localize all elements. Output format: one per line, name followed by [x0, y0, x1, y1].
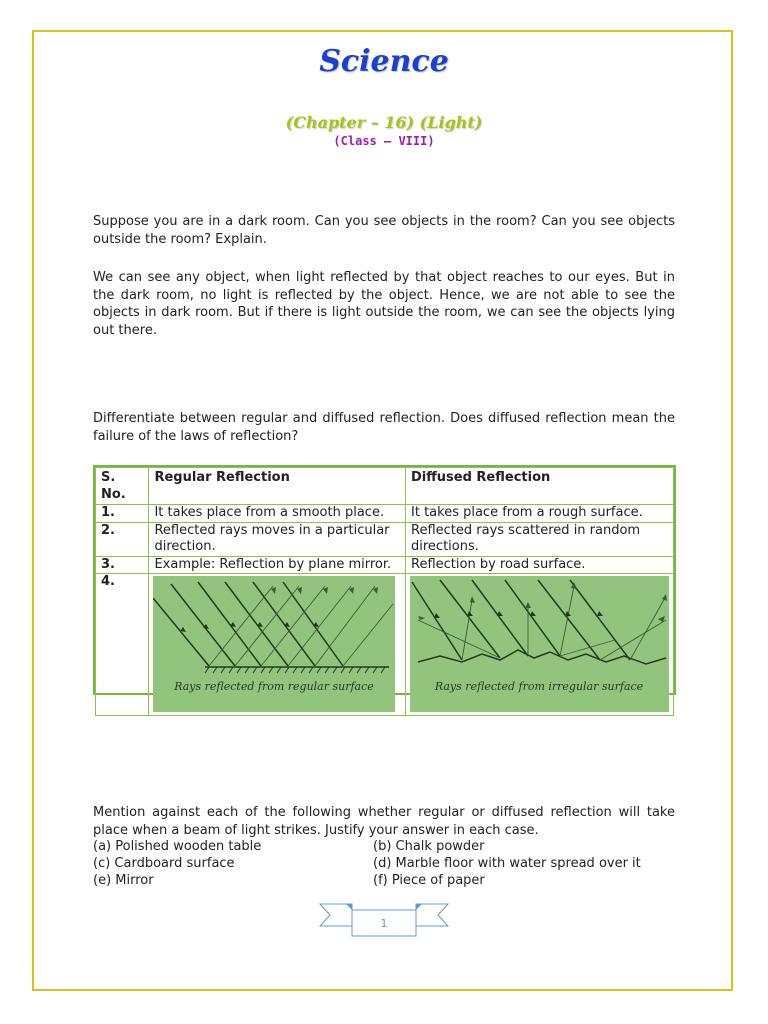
- option-b: (b) Chalk powder: [373, 839, 485, 854]
- option-a: (a) Polished wooden table: [93, 839, 262, 854]
- option-e: (e) Mirror: [93, 873, 154, 888]
- table-cell: 3.: [96, 556, 149, 574]
- page-title: Science: [319, 44, 449, 79]
- reflection-comparison-table: [93, 465, 676, 695]
- question-1: Suppose you are in a dark room. Can you see objects in the room? Can you see objects outside the room? Explain.: [93, 214, 675, 247]
- table-header: Regular Reflection: [149, 468, 406, 505]
- table-cell: It takes place from a rough surface.: [406, 505, 674, 523]
- irregular-diagram-caption: Rays reflected from irregular surface: [434, 680, 644, 693]
- table-cell: Reflected rays scattered in random directions.: [406, 522, 674, 556]
- page-number: 1: [380, 917, 388, 930]
- table-cell: Example: Reflection by plane mirror.: [149, 556, 406, 574]
- table-row: [96, 574, 674, 716]
- table-cell: Reflected rays moves in a particular direction.: [149, 522, 406, 556]
- option-c: (c) Cardboard surface: [93, 856, 235, 871]
- class-label: (Class – VIII): [333, 134, 435, 148]
- table-row: [96, 522, 674, 556]
- list-item: [93, 872, 675, 889]
- diffused-reflection-diagram-cell: [406, 574, 674, 716]
- table-header-row: [96, 468, 674, 505]
- option-f: (f) Piece of paper: [373, 873, 485, 888]
- chapter-heading: (Chapter – 16) (Light): [285, 113, 483, 132]
- table-header: S. No.: [96, 468, 149, 505]
- question-2: Differentiate between regular and diffused reflection. Does diffused reflection mean the failure of the laws of reflection?: [93, 411, 675, 444]
- list-item: [93, 838, 675, 855]
- answer-1: We can see any object, when light reflected by that object reaches to our eyes. But in the dark room, no light is reflected by the object. Hence, we are not able to see the objects in dark room. But if there is light outside the room, we can see the objects lying out there.: [93, 270, 675, 338]
- regular-reflection-diagram-cell: [149, 574, 406, 716]
- table-row: [96, 505, 674, 523]
- question-3: Mention against each of the following whether regular or diffused reflection will take place when a beam of light strikes. Justify your answer in each case.: [93, 805, 675, 838]
- page-number-ribbon: [318, 900, 450, 938]
- list-item: [93, 855, 675, 872]
- table-cell: 1.: [96, 505, 149, 523]
- regular-diagram-caption: Rays reflected from regular surface: [174, 680, 375, 693]
- table-header: Diffused Reflection: [406, 468, 674, 505]
- table-cell: 2.: [96, 522, 149, 556]
- regular-reflection-diagram: [153, 576, 395, 712]
- option-d: (d) Marble floor with water spread over it: [373, 856, 641, 871]
- table-cell: It takes place from a smooth place.: [149, 505, 406, 523]
- table-cell: 4.: [96, 574, 149, 716]
- diffused-reflection-diagram: [410, 576, 669, 712]
- table-cell: Reflection by road surface.: [406, 556, 674, 574]
- options-list: [93, 838, 675, 889]
- table-row: [96, 556, 674, 574]
